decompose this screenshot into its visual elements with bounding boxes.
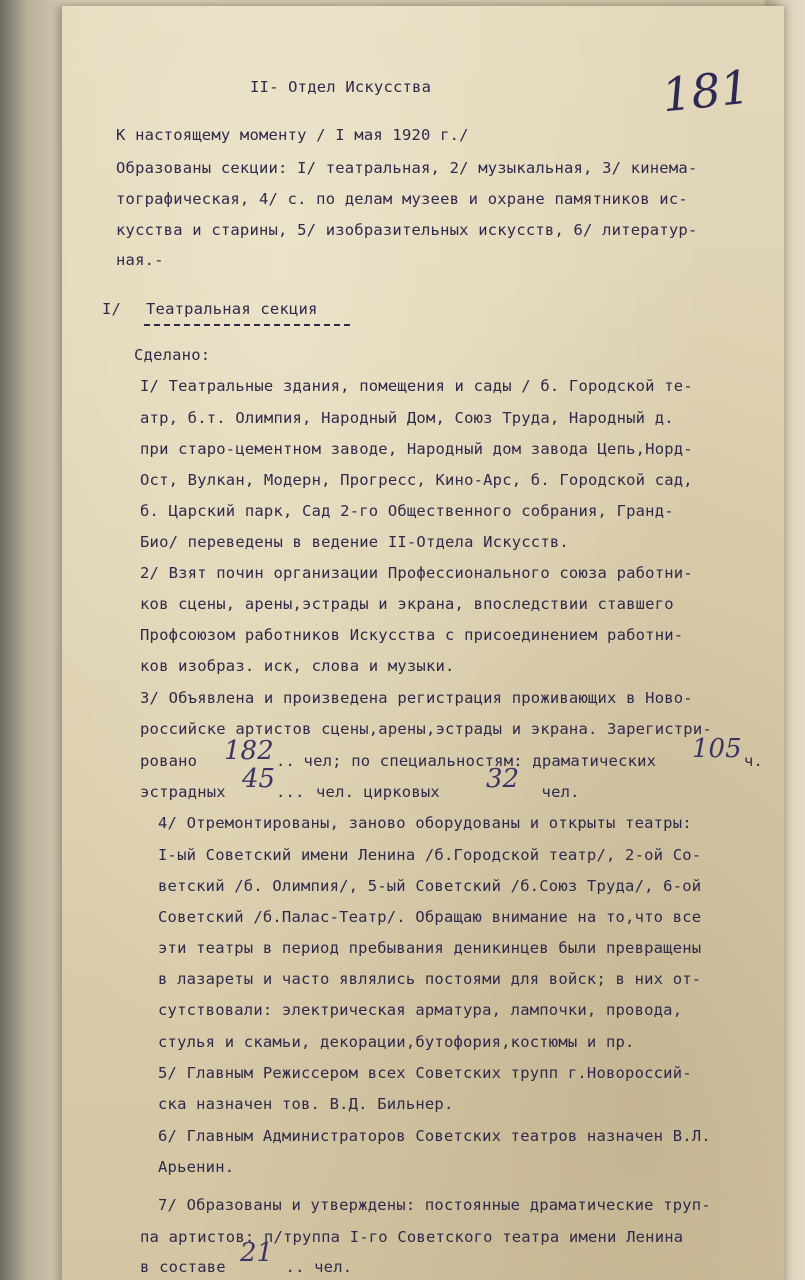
item3-line4-end: чел. — [532, 783, 580, 801]
item3-line4-middle: чел. цирковых — [316, 783, 450, 801]
item4-line: Советский /б.Палас-Театр/. Обращаю внимание на то,что все — [158, 908, 702, 926]
item4-line: 4/ Отремонтированы, заново оборудованы и открыты театры: — [158, 814, 692, 832]
document-page — [62, 6, 784, 1280]
heading-underline — [144, 324, 350, 326]
item3-line4-dots: ... — [276, 783, 315, 801]
item3-line3-start: ровано — [140, 752, 207, 770]
item1-line: Био/ переведены в ведение II-Отдела Искусств. — [140, 533, 569, 551]
item4-line: ветский /б. Олимпия/, 5-ый Советский /б.Союз Труда/, 6-ой — [158, 877, 702, 895]
item3-line: 3/ Объявлена и произведена регистрация проживающих в Ново- — [140, 689, 693, 707]
item3-line: российске артистов сцены,арены,эстрады и экрана. Зарегистри- — [140, 720, 712, 738]
handwritten-page-number: 181 — [659, 59, 753, 123]
item1-line: атр, б.т. Олимпия, Народный Дом, Союз Труда, Народный д. — [140, 409, 674, 427]
page-title: II- Отдел Искусства — [250, 78, 432, 96]
intro-line: тографическая, 4/ с. по делам музеев и охране памятников ис- — [116, 190, 688, 208]
item4-line: в лазареты и часто являлись постоями для войск; в них от- — [158, 970, 702, 988]
item7-line3-end: .. чел. — [276, 1258, 353, 1276]
item1-line: Ост, Вулкан, Модерн, Прогресс, Кино-Арс, б. Городской сад, — [140, 471, 693, 489]
item3-line3-middle: чел; по специальностям: драматических — [294, 752, 666, 770]
item6-line: 6/ Главным Администраторов Советских театров назначен В.Л. — [158, 1127, 711, 1145]
handwritten-dramatic-count: 105 — [692, 734, 742, 764]
item7-line: па артистов: п/труппа I-го Советского театра имени Ленина — [140, 1228, 684, 1246]
item4-line: стулья и скамьи, декорации,бутофория,костюмы и пр. — [158, 1033, 635, 1051]
item6-line: Арьенин. — [158, 1158, 235, 1176]
handwritten-troupe-size: 21 — [240, 1238, 274, 1268]
item1-line: при старо-цементном заводе, Народный дом завода Цепь,Норд- — [140, 440, 693, 458]
section-number: I/ — [102, 300, 122, 318]
item4-line: сутствовали: электрическая арматура, лампочки, провода, — [158, 1001, 683, 1019]
item1-line: I/ Театральные здания, помещения и сады / б. Городской те- — [140, 377, 693, 395]
item3-line3-end: ч. — [744, 752, 764, 770]
handwritten-variety-count: 45 — [242, 764, 276, 794]
intro-line: кусства и старины, 5/ изобразительных искусств, 6/ литератур- — [116, 221, 698, 239]
item1-line: б. Царский парк, Сад 2-го Общественного собрания, Гранд- — [140, 502, 674, 520]
item7-line3-start: в составе — [140, 1258, 236, 1276]
intro-line: Образованы секции: I/ театральная, 2/ музыкальная, 3/ кинема- — [116, 159, 698, 177]
item7-line: 7/ Образованы и утверждены: постоянные драматические труп- — [158, 1196, 711, 1214]
item2-line: 2/ Взят почин организации Профессионального союза работни- — [140, 564, 693, 582]
item2-line: ков изобраз. иск, слова и музыки. — [140, 657, 455, 675]
handwritten-registered-total: 182 — [224, 736, 274, 766]
item2-line: Профсоюзом работников Искусства с присоединением работни- — [140, 626, 684, 644]
item4-line: эти театры в период пребывания деникинцев были превращены — [158, 939, 702, 957]
item2-line: ков сцены, арены,эстрады и экрана, впоследствии ставшего — [140, 595, 674, 613]
handwritten-circus-count: 32 — [486, 764, 520, 794]
item3-line3-dots: .. — [276, 752, 296, 770]
intro-line: ная.- — [116, 251, 164, 269]
item4-line: I-ый Советский имени Ленина /б.Городской театр/, 2-ой Со- — [158, 846, 702, 864]
back-page-edge — [0, 0, 70, 1280]
done-label: Сделано: — [134, 346, 211, 364]
item3-line4-start: эстрадных — [140, 783, 236, 801]
section-heading: Театральная секция — [146, 300, 318, 318]
item5-line: 5/ Главным Режиссером всех Советских трупп г.Новороссий- — [158, 1064, 692, 1082]
intro-line: К настоящему моменту / I мая 1920 г./ — [116, 126, 469, 144]
item5-line: ска назначен тов. В.Д. Бильнер. — [158, 1095, 454, 1113]
